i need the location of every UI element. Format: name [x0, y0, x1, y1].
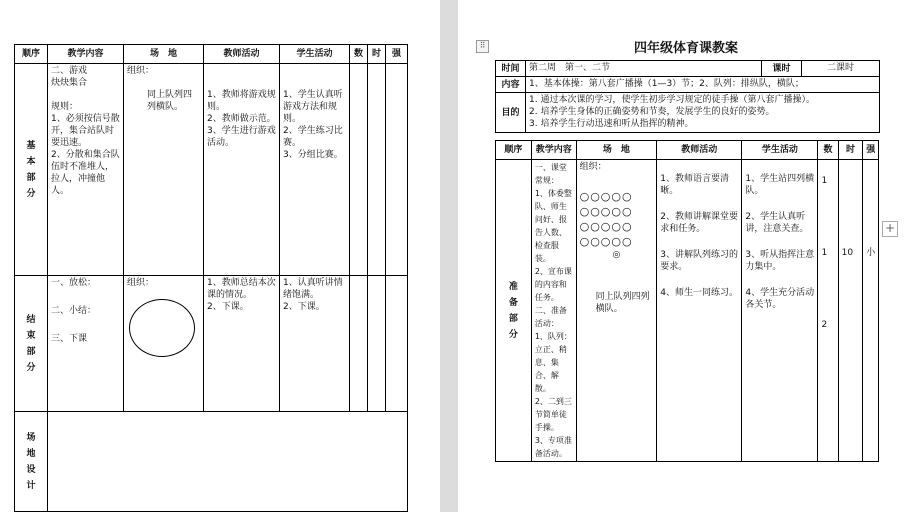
header-venue: 场 地	[124, 45, 204, 64]
intensity-prep: 小	[863, 160, 879, 462]
table-header-row-right	[496, 141, 879, 160]
time-prep: 10	[838, 160, 863, 462]
header-content-right: 教学内容	[531, 141, 576, 160]
venue-end: 组织：	[124, 276, 204, 412]
add-column-icon[interactable]: +	[882, 221, 898, 237]
table-header-row	[15, 45, 408, 64]
content-label: 内容	[496, 77, 526, 93]
table-row-basic	[15, 64, 408, 276]
document-page-left	[0, 0, 440, 512]
formation-row: ○○○○○	[579, 205, 633, 218]
count-prep: 1 1 2	[818, 160, 838, 462]
formation-row: ○○○○○	[579, 220, 633, 233]
table-row-site	[15, 412, 408, 512]
page-divider	[440, 0, 458, 512]
goal-label: 目的	[496, 93, 526, 133]
formation-row: ○○○○○	[579, 235, 633, 248]
lesson-table-right	[495, 140, 879, 462]
time-label: 时间	[496, 61, 526, 77]
student-end: 1、认真听讲情绪饱满。 2、下课。	[280, 276, 350, 412]
header-time-right: 时	[838, 141, 863, 160]
document-title: 四年级体育课教案	[634, 41, 739, 56]
table-row-end	[15, 276, 408, 412]
header-order-right: 顺序	[496, 141, 532, 160]
content-row	[496, 77, 880, 93]
header-count-right: 数	[818, 141, 838, 160]
student-basic: 1、学生认真听游戏方法和规则。 2、学生练习比赛。 3、分组比赛。	[280, 64, 350, 276]
category-site: 场地设计	[15, 412, 48, 512]
header-intensity-right: 强	[863, 141, 879, 160]
content-prep: 一、课堂常规： 1、体委整队、师生问好、报告人数、检查服装。 2、宣布课的内容和任务。 二、准备活动： 1、队列：立正、稍息、集合、解散。 2、二到三节简单徒手操。 3、专项准备活动。	[531, 160, 576, 462]
header-student-right: 学生活动	[742, 141, 818, 160]
header-time: 时	[368, 45, 386, 64]
goal-list: 1. 通过本次课的学习，使学生初步学习规定的徒手操（第八套广播操）。 2. 培养学生身体的正确姿势和节奏，发展学生的良好的姿势。 3. 培养学生行动迅速和听从指挥的精神。	[526, 93, 880, 133]
content-value: 1、基本体操：第八套广播操（1—3）节；2、队列：排纵队，横队；	[526, 77, 880, 93]
header-teacher-right: 教师活动	[657, 141, 742, 160]
header-teacher: 教师活动	[204, 45, 280, 64]
table-move-handle-icon[interactable]: ⠿	[476, 40, 489, 53]
header-student: 学生活动	[280, 45, 350, 64]
time-row	[496, 61, 880, 77]
content-basic: 二、游戏 炔炔集合 规则： 1、必须按信号散开，集合站队时要迅速。 2、分散和集合队伍时不准堆人，拉人，冲撞他人。	[48, 64, 124, 276]
period-value: 二课时	[802, 61, 880, 77]
venue-circle-diagram	[129, 299, 195, 357]
goal-row	[496, 93, 880, 133]
lesson-info-table	[495, 60, 880, 133]
header-content: 教学内容	[48, 45, 124, 64]
header-order: 顺序	[15, 45, 48, 64]
formation-row: ○○○○○	[579, 190, 633, 203]
time-value: 第二周 第一、二节	[526, 61, 762, 77]
site-design-area	[48, 412, 408, 512]
teacher-basic: 1、教师将游戏规则。 2、教师做示范。 3、学生进行游戏活动。	[204, 64, 280, 276]
teacher-position-icon: ◎	[612, 250, 621, 260]
header-intensity: 强	[386, 45, 408, 64]
header-venue-right: 场 地	[576, 141, 657, 160]
category-end: 结束部分	[15, 276, 48, 412]
teacher-end: 1、教师总结本次课的情况。 2、下课。	[204, 276, 280, 412]
header-count: 数	[350, 45, 368, 64]
teacher-prep: 1、教师语言要清晰。 2、教师讲解课堂要求和任务。 3、讲解队列练习的要求。 4、师生一同练习。	[657, 160, 742, 462]
period-label: 课时	[762, 61, 802, 77]
lesson-table-left	[14, 44, 408, 512]
category-basic: 基本部分	[15, 64, 48, 276]
student-prep: 1、学生站四列横队。 2、学生认真听讲，注意关查。 3、听从指挥注意力集中。 4、学生充分活动各关节。	[742, 160, 818, 462]
content-end: 一、放松： 二、小结： 三、下课	[48, 276, 124, 412]
venue-prep: 组织： ○○○○○ ○○○○○ ○○○○○ ○○○○○ ◎ 同上队列四列横队。	[576, 160, 657, 462]
venue-basic: 组织： 同上队列四列横队。	[124, 64, 204, 276]
document-page-right	[458, 0, 906, 512]
category-prep: 准备部分	[496, 160, 532, 462]
table-row-prep	[496, 160, 879, 462]
